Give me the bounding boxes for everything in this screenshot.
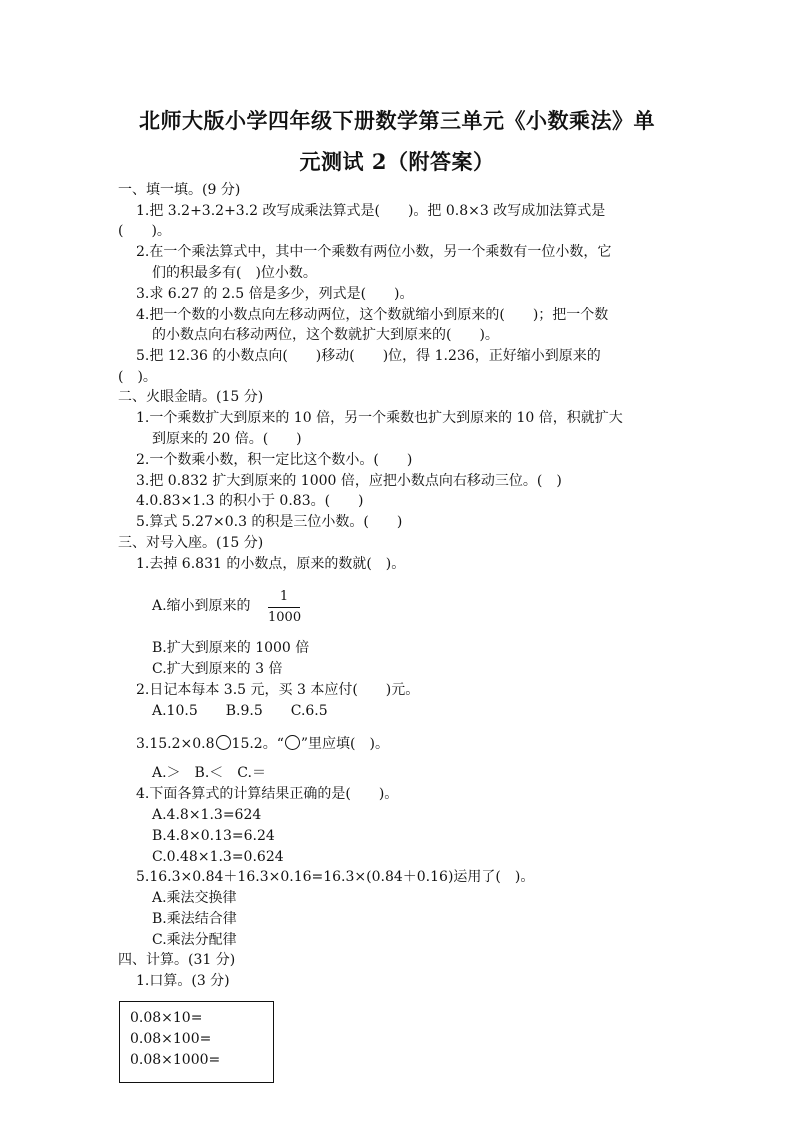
s1-question1-line1: 1.把 3.2+3.2+3.2 改写成乘法算式是( )。把 0.8×3 改写成加法算式是	[136, 203, 606, 219]
fraction-one-thousandth	[268, 588, 300, 627]
fraction-bar	[268, 607, 300, 608]
section3-heading: 三、对号入座。(15 分)	[118, 535, 264, 551]
s2-question1-line1: 1.一个乘数扩大到原来的 10 倍，另一个乘数也扩大到原来的 10 倍，积就扩大	[136, 410, 623, 426]
section1-heading: 一、填一填。(9 分)	[118, 182, 241, 198]
fraction-denominator: 1000	[268, 610, 302, 625]
s2-question5: 5.算式 5.27×0.3 的积是三位小数。( )	[136, 514, 403, 530]
s1-question4-line1: 4.把一个数的小数点向左移动两位，这个数就缩小到原来的( )；把一个数	[136, 307, 609, 323]
s3-q3-text-mid: 15.2。“	[231, 736, 284, 752]
s2-question3: 3.把 0.832 扩大到原来的 1000 倍，应把小数点向右移动三位。( )	[136, 473, 562, 489]
s1-question2-line2: 们的积最多有( )位小数。	[152, 265, 317, 281]
s1-question2-line1: 2.在一个乘法算式中，其中一个乘数有两位小数，另一个乘数有一位小数，它	[136, 244, 612, 260]
s3-q3-options: A.＞ B.＜ C.＝	[152, 765, 266, 781]
s3-q3-text-post: ”里应填( )。	[300, 736, 389, 752]
fraction-numerator: 1	[279, 589, 289, 604]
s3-q5-option-c: C.乘法分配律	[152, 932, 237, 948]
oral-calculation-box	[119, 1001, 274, 1083]
s3-q1-option-a: A.缩小到原来的	[152, 598, 251, 614]
s1-question4-line2: 的小数点向右移动两位，这个数就扩大到原来的( )。	[152, 327, 499, 343]
s3-q2-options: A.10.5 B.9.5 C.6.5	[152, 703, 328, 719]
s3-q4-option-a: A.4.8×1.3=624	[152, 807, 262, 823]
circle-icon	[285, 735, 300, 750]
s3-question5: 5.16.3×0.84＋16.3×0.16=16.3×(0.84＋0.16)运用了( )。	[136, 869, 535, 885]
s2-question4: 4.0.83×1.3 的积小于 0.83。( )	[136, 493, 364, 509]
s3-question3	[136, 734, 389, 754]
s3-q3-text-pre: 3.15.2×0.8	[136, 736, 215, 752]
calc-item: 0.08×10=	[130, 1010, 203, 1026]
s3-question1: 1.去掉 6.831 的小数点，原来的数就( )。	[136, 556, 406, 572]
s3-q1-option-c: C.扩大到原来的 3 倍	[152, 661, 283, 677]
calc-item: 0.08×100=	[130, 1031, 212, 1047]
s3-q5-option-b: B.乘法结合律	[152, 911, 237, 927]
s3-q4-option-c: C.0.48×1.3=0.624	[152, 849, 284, 865]
page-title-line1: 北师大版小学四年级下册数学第三单元《小数乘法》单	[139, 108, 655, 133]
section4-heading: 四、计算。(31 分)	[118, 952, 236, 968]
circle-icon	[216, 735, 231, 750]
s1-question5-line2: ( )。	[118, 369, 157, 385]
s4-question1: 1.口算。(3 分)	[136, 973, 230, 989]
s1-question5-line1: 5.把 12.36 的小数点向( )移动( )位，得 1.236，正好缩小到原来的	[136, 348, 601, 364]
s2-question1-line2: 到原来的 20 倍。( )	[152, 431, 302, 447]
page-title-line2: 元测试 2（附答案）	[299, 149, 495, 174]
s3-question4: 4.下面各算式的计算结果正确的是( )。	[136, 786, 399, 802]
s1-question1-line2: ( )。	[118, 223, 171, 239]
section2-heading: 二、火眼金睛。(15 分)	[118, 389, 264, 405]
s2-question2: 2.一个数乘小数，积一定比这个数小。( )	[136, 452, 413, 468]
s3-q4-option-b: B.4.8×0.13=6.24	[152, 828, 275, 844]
calc-item: 0.08×1000=	[130, 1052, 221, 1068]
s1-question3: 3.求 6.27 的 2.5 倍是多少，列式是( )。	[136, 286, 414, 302]
s3-q1-option-b: B.扩大到原来的 1000 倍	[152, 640, 310, 656]
s3-q5-option-a: A.乘法交换律	[152, 890, 237, 906]
s3-question2: 2.日记本每本 3.5 元，买 3 本应付( )元。	[136, 682, 420, 698]
